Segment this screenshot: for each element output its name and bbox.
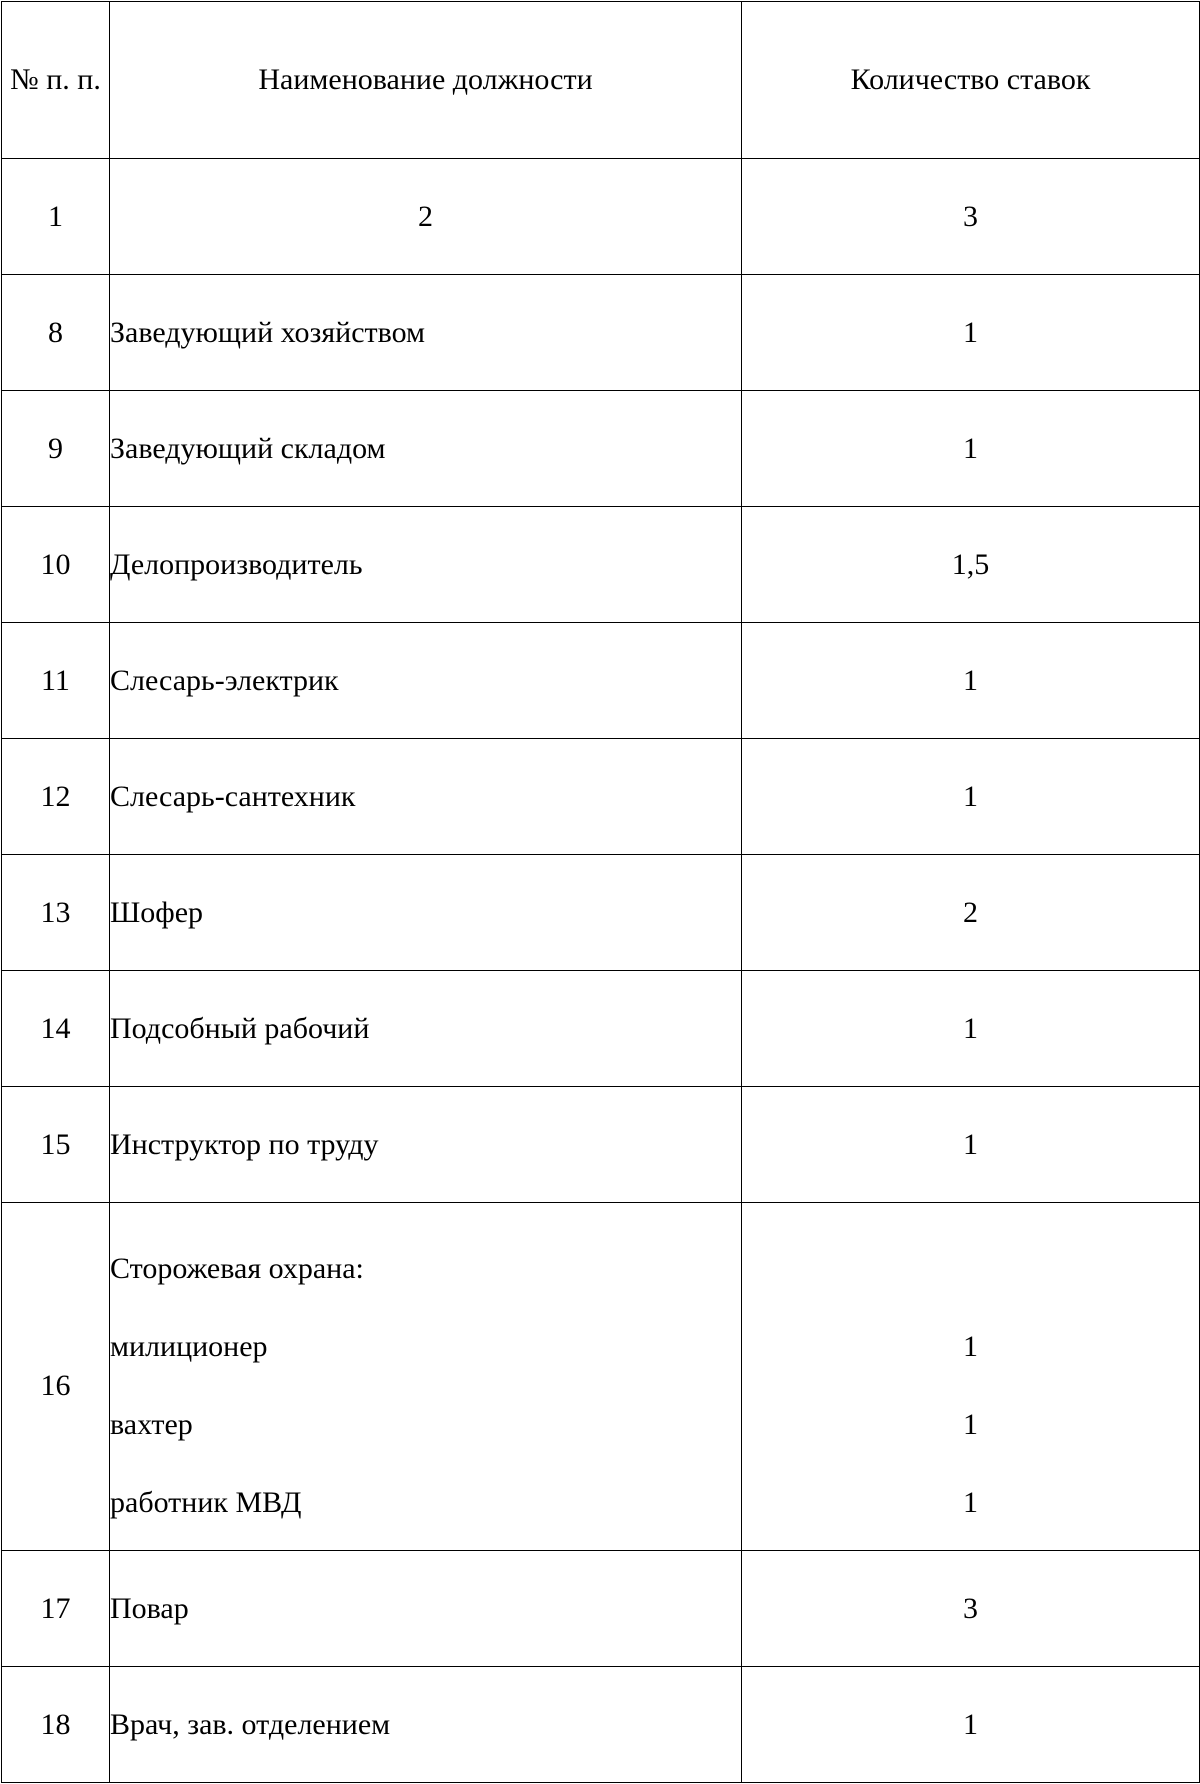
column-index-row [2,159,1200,275]
table-row [2,855,1200,971]
column-index-3: 3 [742,159,1200,275]
row-rate-count: 1 [742,1667,1200,1783]
table-row-guard [2,1203,1200,1551]
row-position-name: Слесарь-сантехник [110,739,742,855]
row-num: 18 [2,1667,110,1783]
guard-title-spacer [742,1230,1199,1308]
guard-item-name: милиционер [110,1329,268,1363]
row-position-name: Инструктор по труду [110,1087,742,1203]
row-num: 8 [2,275,110,391]
column-index-2: 2 [110,159,742,275]
row-num: 11 [2,623,110,739]
row-position-name: Слесарь-электрик [110,623,742,739]
row-position-name: Заведующий складом [110,391,742,507]
header-position-name: Наименование должности [110,2,742,159]
row-position-name: Повар [110,1551,742,1667]
table-header-row [2,2,1200,159]
guard-item-name: работник МВД [110,1485,302,1519]
row-num: 10 [2,507,110,623]
staff-positions-table [1,1,1200,1783]
table-row [2,1087,1200,1203]
row-position-name: Врач, зав. отделением [110,1667,742,1783]
table-row [2,623,1200,739]
row-rate-count: 1 [742,623,1200,739]
guard-row-num: 16 [40,1368,71,1402]
table-row [2,507,1200,623]
header-rate-count: Количество ставок [742,2,1200,159]
row-rate-count: 2 [742,855,1200,971]
table-row [2,971,1200,1087]
row-position-name: Делопроизводитель [110,507,742,623]
row-rate-count: 1,5 [742,507,1200,623]
guard-item-count: 1 [963,1485,978,1519]
table-row [2,1551,1200,1667]
row-num [2,1203,110,1551]
row-num: 14 [2,971,110,1087]
row-position-name: Шофер [110,855,742,971]
row-num: 13 [2,855,110,971]
row-rate-count [742,1203,1200,1551]
row-num: 12 [2,739,110,855]
row-position-name: Подсобный рабочий [110,971,742,1087]
row-num: 17 [2,1551,110,1667]
row-rate-count: 1 [742,739,1200,855]
row-num: 15 [2,1087,110,1203]
guard-title: Сторожевая охрана: [110,1251,364,1285]
row-num: 9 [2,391,110,507]
row-rate-count: 1 [742,391,1200,507]
row-rate-count: 1 [742,1087,1200,1203]
guard-item-count: 1 [963,1329,978,1363]
guard-item-count: 1 [963,1407,978,1441]
header-num: № п. п. [2,2,110,159]
row-rate-count: 1 [742,275,1200,391]
table-row [2,391,1200,507]
table-row [2,1667,1200,1783]
row-position-name: Заведующий хозяйством [110,275,742,391]
guard-item-name: вахтер [110,1407,193,1441]
row-rate-count: 1 [742,971,1200,1087]
table-row [2,275,1200,391]
row-position-name [110,1203,742,1551]
row-rate-count: 3 [742,1551,1200,1667]
table-row [2,739,1200,855]
column-index-1: 1 [2,159,110,275]
